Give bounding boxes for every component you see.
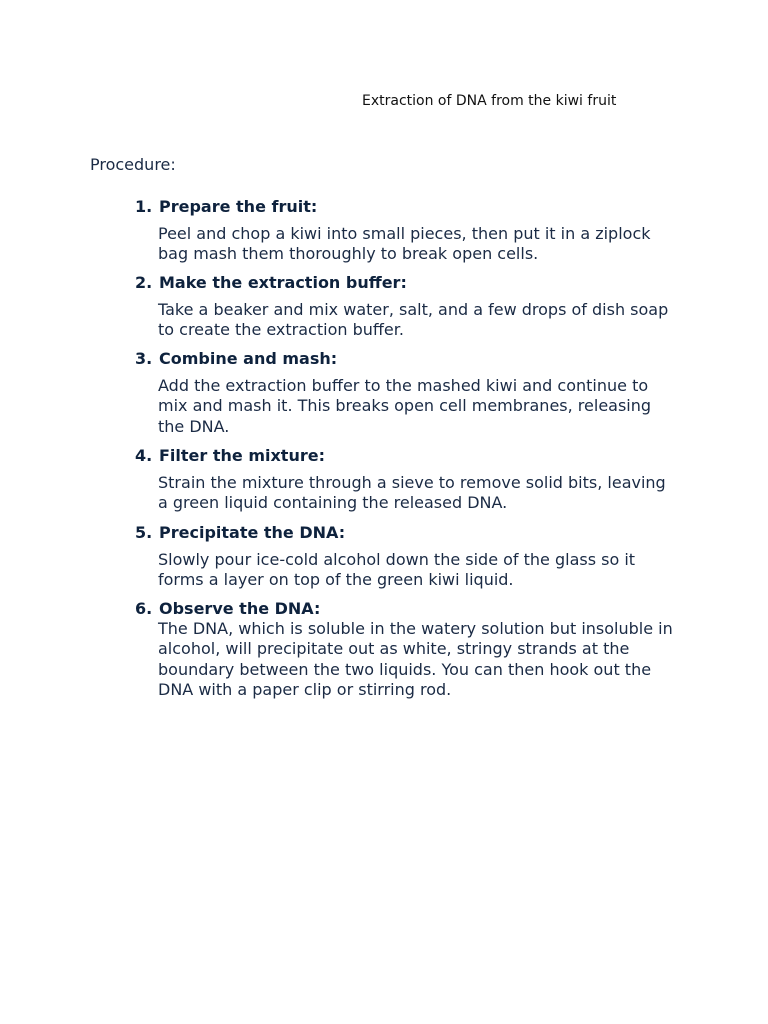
step-description: Add the extraction buffer to the mashed kiwi and continue to mix and mash it. This breaks open cell membranes, releasing the DNA.	[158, 376, 652, 436]
step-number: 6.	[135, 599, 153, 618]
step-heading: Make the extraction buffer:	[159, 273, 407, 292]
step-description: Peel and chop a kiwi into small pieces, then put it in a ziplock bag mash them thoroughly to break open cells.	[158, 224, 651, 264]
document-title: Extraction of DNA from the kiwi fruit	[362, 93, 617, 109]
step-description: The DNA, which is soluble in the watery solution but insoluble in alcohol, will precipitate out as white, stringy strands at the boundary between the two liquids. You can then hook out the DNA with a paper clip or stirring rod.	[158, 619, 673, 700]
step-description: Take a beaker and mix water, salt, and a few drops of dish soap to create the extraction buffer.	[158, 300, 669, 340]
step-heading: Filter the mixture:	[159, 446, 325, 465]
step-heading: Combine and mash:	[159, 349, 338, 368]
procedure-heading: Procedure:	[90, 155, 176, 174]
step-heading: Precipitate the DNA:	[159, 523, 346, 542]
step-description: Slowly pour ice-cold alcohol down the side of the glass so it forms a layer on top of the green kiwi liquid.	[158, 550, 636, 590]
step-heading: Prepare the fruit:	[159, 197, 318, 216]
step-number: 5.	[135, 523, 153, 542]
step-number: 4.	[135, 446, 153, 465]
step-number: 2.	[135, 273, 153, 292]
step-heading: Observe the DNA:	[159, 599, 321, 618]
step-number: 1.	[135, 197, 153, 216]
step-number: 3.	[135, 349, 153, 368]
step-description: Strain the mixture through a sieve to remove solid bits, leaving a green liquid containing the released DNA.	[158, 473, 666, 513]
